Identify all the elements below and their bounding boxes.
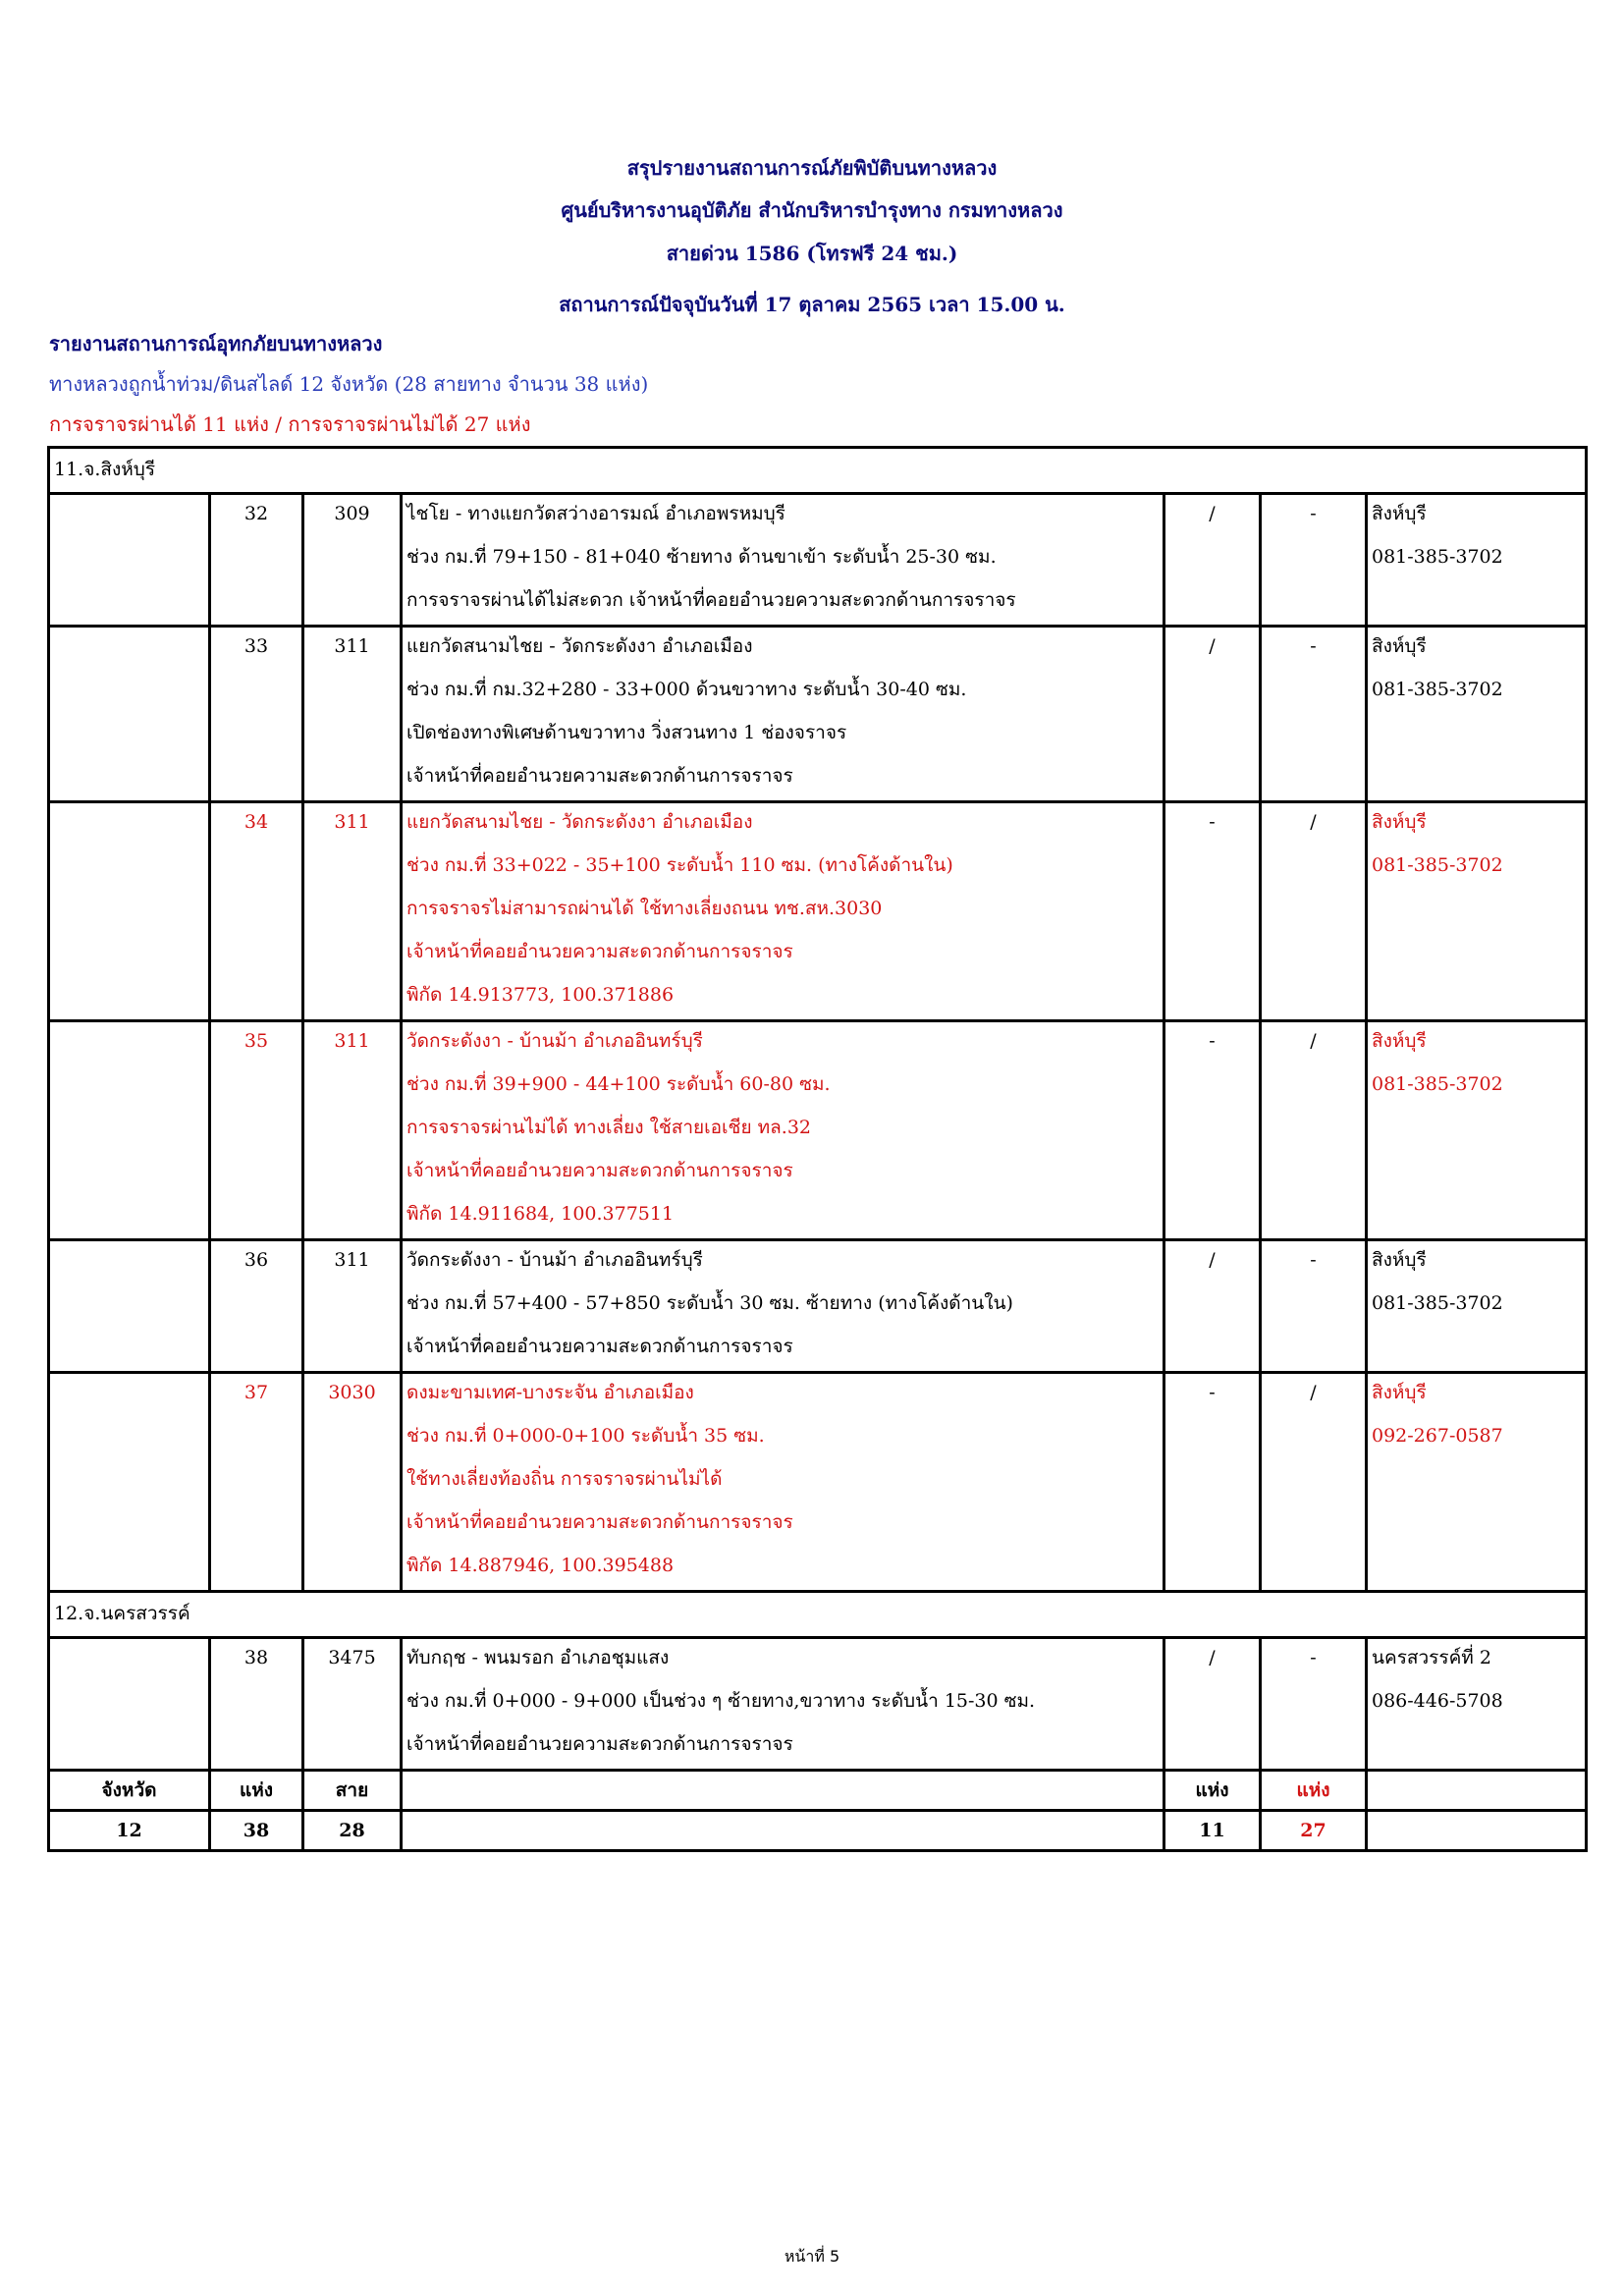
district-phone: 092-267-0587 (1372, 1425, 1503, 1447)
section-title: 12.จ.นครสวรรค์ (49, 1592, 1587, 1638)
summary-line: ทางหลวงถูกน้ำท่วม/ดินสไลด์ 12 จังหวัด (28 สายทาง จำนวน 38 แห่ง) (49, 372, 649, 396)
footer-value-nopass: 27 (1261, 1811, 1367, 1851)
passable-mark: / (1164, 494, 1261, 627)
district-cell (1367, 1021, 1587, 1240)
province-cell (49, 1373, 210, 1592)
description-line: เจ้าหน้าที่คอยอำนวยความสะดวกด้านการจราจร (406, 1733, 793, 1755)
description-line: พิกัด 14.887946, 100.395488 (406, 1555, 675, 1576)
table-row (49, 627, 1587, 802)
route-number: 309 (303, 494, 402, 627)
passable-mark: / (1164, 1240, 1261, 1373)
district-cell (1367, 494, 1587, 627)
report-title: สรุปรายงานสถานการณ์ภัยพิบัติบนทางหลวง (626, 156, 998, 180)
table-row (49, 1240, 1587, 1373)
impassable-mark: / (1261, 1021, 1367, 1240)
province-cell (49, 1240, 210, 1373)
description-line: เจ้าหน้าที่คอยอำนวยความสะดวกด้านการจราจร (406, 1511, 793, 1533)
description-line: ช่วง กม.ที่ 57+400 - 57+850 ระดับน้ำ 30 ซม. ซ้ายทาง (ทางโค้งด้านใน) (406, 1292, 1013, 1314)
route-number: 3475 (303, 1638, 402, 1771)
province-cell (49, 1638, 210, 1771)
description-line: ช่วง กม.ที่ กม.32+280 - 33+000 ด้วนขวาทาง ระดับน้ำ 30-40 ซม. (406, 679, 967, 700)
route-number: 311 (303, 1021, 402, 1240)
footer-value-places: 38 (210, 1811, 303, 1851)
province-cell (49, 494, 210, 627)
description-cell (402, 494, 1164, 627)
province-cell (49, 802, 210, 1021)
passable-mark: / (1164, 627, 1261, 802)
description-cell (402, 1638, 1164, 1771)
footer-value-pass: 11 (1164, 1811, 1261, 1851)
description-line: เจ้าหน้าที่คอยอำนวยความสะดวกด้านการจราจร (406, 941, 793, 962)
item-number: 35 (210, 1021, 303, 1240)
traffic-summary: การจราจรผ่านได้ 11 แห่ง / การจราจรผ่านไม่ได้ 27 แห่ง (49, 412, 531, 436)
table-row (49, 494, 1587, 627)
description-line: พิกัด 14.911684, 100.377511 (406, 1203, 675, 1225)
description-line: ไชโย - ทางแยกวัดสว่างอารมณ์ อำเภอพรหมบุรี (406, 503, 785, 524)
district-cell (1367, 1240, 1587, 1373)
item-number: 38 (210, 1638, 303, 1771)
district-cell (1367, 1638, 1587, 1771)
description-line: วัดกระดังงา - บ้านม้า อำเภออินทร์บุรี (406, 1249, 703, 1271)
description-line: เปิดช่องทางพิเศษด้านขวาทาง วิ่งสวนทาง 1 ช่องจราจร (406, 722, 847, 743)
district-name: นครสวรรค์ที่ 2 (1372, 1647, 1491, 1668)
passable-mark: - (1164, 1021, 1261, 1240)
situation-date: สถานการณ์ปัจจุบันวันที่ 17 ตุลาคม 2565 เวลา 15.00 น. (559, 293, 1065, 316)
district-phone: 086-446-5708 (1372, 1690, 1503, 1712)
impassable-mark: / (1261, 802, 1367, 1021)
district-cell (1367, 802, 1587, 1021)
passable-mark: / (1164, 1638, 1261, 1771)
impassable-mark: - (1261, 1638, 1367, 1771)
footer-labels-row (49, 1771, 1587, 1811)
hotline: สายด่วน 1586 (โทรฟรี 24 ชม.) (666, 242, 958, 265)
district-name: สิงห์บุรี (1372, 1030, 1427, 1052)
page-number: หน้าที่ 5 (784, 2247, 840, 2266)
table-row (49, 1638, 1587, 1771)
footer-value-blank (402, 1811, 1164, 1851)
item-number: 36 (210, 1240, 303, 1373)
description-line: การจราจรผ่านได้ไม่สะดวก เจ้าหน้าที่คอยอำนวยความสะดวกด้านการจราจร (406, 589, 1016, 611)
description-line: ดงมะขามเทศ-บางระจัน อำเภอเมือง (406, 1382, 694, 1403)
district-cell (1367, 627, 1587, 802)
route-number: 311 (303, 627, 402, 802)
description-line: ช่วง กม.ที่ 0+000-0+100 ระดับน้ำ 35 ซม. (406, 1425, 765, 1447)
table-row (49, 1373, 1587, 1592)
footer-label-pass: แห่ง (1164, 1771, 1261, 1811)
route-number: 311 (303, 802, 402, 1021)
item-number: 34 (210, 802, 303, 1021)
flood-table-body (49, 448, 1587, 1771)
flood-report-heading: รายงานสถานการณ์อุทกภัยบนทางหลวง (49, 332, 383, 355)
footer-value-province: 12 (49, 1811, 210, 1851)
description-cell (402, 627, 1164, 802)
item-number: 32 (210, 494, 303, 627)
district-phone: 081-385-3702 (1372, 1292, 1503, 1314)
description-line: แยกวัดสนามไชย - วัดกระดังงา อำเภอเมือง (406, 635, 753, 657)
description-line: วัดกระดังงา - บ้านม้า อำเภออินทร์บุรี (406, 1030, 703, 1052)
description-line: การจราจรไม่สามารถผ่านได้ ใช้ทางเลี่ยงถนน ทช.สห.3030 (406, 898, 883, 919)
footer-label-blank2 (1367, 1771, 1587, 1811)
description-line: ช่วง กม.ที่ 79+150 - 81+040 ซ้ายทาง ด้านขาเข้า ระดับน้ำ 25-30 ซม. (406, 546, 997, 568)
footer-label-places: แห่ง (210, 1771, 303, 1811)
district-name: สิงห์บุรี (1372, 811, 1427, 833)
district-phone: 081-385-3702 (1372, 1073, 1503, 1095)
description-line: แยกวัดสนามไชย - วัดกระดังงา อำเภอเมือง (406, 811, 753, 833)
description-cell (402, 802, 1164, 1021)
section-row (49, 1592, 1587, 1638)
description-line: การจราจรผ่านไม่ได้ ทางเลี่ยง ใช้สายเอเชีย ทล.32 (406, 1117, 812, 1138)
district-phone: 081-385-3702 (1372, 854, 1503, 876)
district-phone: 081-385-3702 (1372, 546, 1503, 568)
item-number: 33 (210, 627, 303, 802)
footer-values-row (49, 1811, 1587, 1851)
table-row (49, 802, 1587, 1021)
table-row (49, 1021, 1587, 1240)
district-phone: 081-385-3702 (1372, 679, 1503, 700)
footer-label-routes: สาย (303, 1771, 402, 1811)
description-line: ช่วง กม.ที่ 33+022 - 35+100 ระดับน้ำ 110 ซม. (ทางโค้งด้านใน) (406, 854, 953, 876)
province-cell (49, 627, 210, 802)
impassable-mark: / (1261, 1373, 1367, 1592)
footer-label-blank (402, 1771, 1164, 1811)
footer-value-routes: 28 (303, 1811, 402, 1851)
impassable-mark: - (1261, 627, 1367, 802)
route-number: 3030 (303, 1373, 402, 1592)
flood-table (47, 446, 1588, 1852)
footer-label-nopass: แห่ง (1261, 1771, 1367, 1811)
district-name: สิงห์บุรี (1372, 635, 1427, 657)
description-line: เจ้าหน้าที่คอยอำนวยความสะดวกด้านการจราจร (406, 765, 793, 787)
section-title: 11.จ.สิงห์บุรี (49, 448, 1587, 494)
impassable-mark: - (1261, 494, 1367, 627)
impassable-mark: - (1261, 1240, 1367, 1373)
description-cell (402, 1373, 1164, 1592)
footer-label-province: จังหวัด (49, 1771, 210, 1811)
district-name: สิงห์บุรี (1372, 503, 1427, 524)
description-line: ช่วง กม.ที่ 39+900 - 44+100 ระดับน้ำ 60-80 ซม. (406, 1073, 831, 1095)
description-cell (402, 1240, 1164, 1373)
description-line: เจ้าหน้าที่คอยอำนวยความสะดวกด้านการจราจร (406, 1160, 793, 1181)
district-name: สิงห์บุรี (1372, 1249, 1427, 1271)
description-line: เจ้าหน้าที่คอยอำนวยความสะดวกด้านการจราจร (406, 1336, 793, 1357)
agency-name: ศูนย์บริหารงานอุบัติภัย สำนักบริหารบำรุงทาง กรมทางหลวง (561, 198, 1063, 222)
footer-value-blank2 (1367, 1811, 1587, 1851)
district-name: สิงห์บุรี (1372, 1382, 1427, 1403)
description-cell (402, 1021, 1164, 1240)
description-line: ช่วง กม.ที่ 0+000 - 9+000 เป็นช่วง ๆ ซ้ายทาง,ขวาทาง ระดับน้ำ 15-30 ซม. (406, 1690, 1036, 1712)
passable-mark: - (1164, 1373, 1261, 1592)
province-cell (49, 1021, 210, 1240)
description-line: พิกัด 14.913773, 100.371886 (406, 984, 675, 1006)
description-line: ใช้ทางเลี่ยงท้องถิ่น การจราจรผ่านไม่ได้ (406, 1468, 723, 1490)
section-row (49, 448, 1587, 494)
district-cell (1367, 1373, 1587, 1592)
route-number: 311 (303, 1240, 402, 1373)
description-line: ทับกฤช - พนมรอก อำเภอชุมแสง (406, 1647, 670, 1668)
passable-mark: - (1164, 802, 1261, 1021)
item-number: 37 (210, 1373, 303, 1592)
